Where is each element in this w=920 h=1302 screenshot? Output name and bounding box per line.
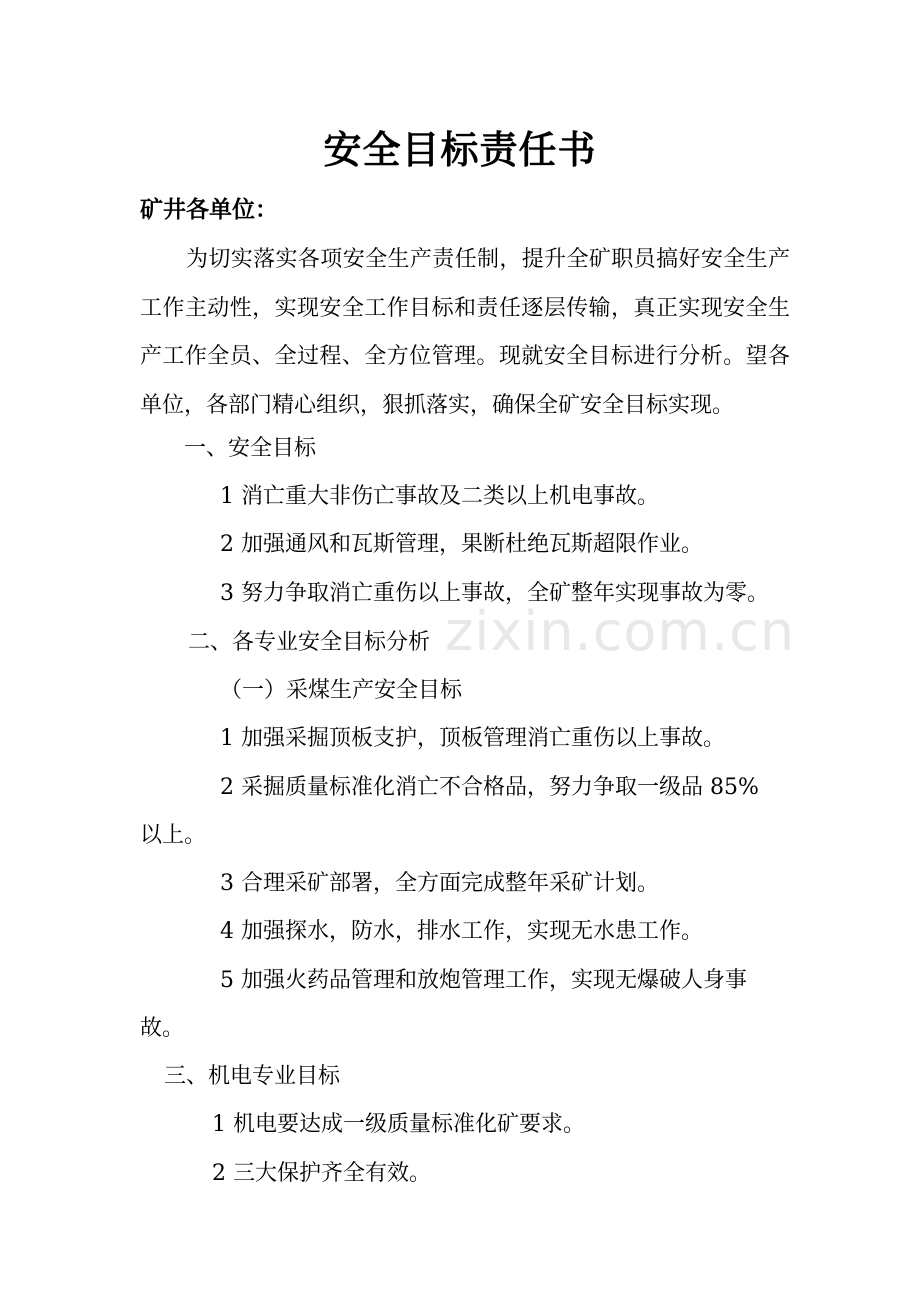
salutation: 矿井各单位： bbox=[140, 196, 278, 223]
list-item: 3 努力争取消亡重伤以上事故，全矿整年实现事故为零。 bbox=[220, 581, 769, 606]
list-item-continuation: 故。 bbox=[140, 1016, 185, 1041]
intro-paragraph: 为切实落实各项安全生产责任制，提升全矿职员搞好安全生产工作主动性，实现安全工作目标和责任逐层传输，真正实现安全生产工作全员、全过程、全方位管理。现就安全目标进行分析。望各单位，各部门精心组织，狠抓落实，确保全矿安全目标实现。 bbox=[140, 247, 790, 418]
list-item: 1 消亡重大非伤亡事故及二类以上机电事故。 bbox=[220, 484, 659, 509]
section-heading-professional-goals: 二、各专业安全目标分析 bbox=[188, 630, 431, 655]
section-heading-safety-goals: 一、安全目标 bbox=[184, 436, 317, 461]
watermark: zixin.com.cn bbox=[445, 600, 796, 663]
document-title: 安全目标责任书 bbox=[323, 127, 597, 172]
list-item: 5 加强火药品管理和放炮管理工作，实现无爆破人身事 bbox=[220, 968, 747, 993]
list-item: 1 加强采掘顶板支护，顶板管理消亡重伤以上事故。 bbox=[220, 726, 725, 751]
list-item: 2 加强通风和瓦斯管理，果断杜绝瓦斯超限作业。 bbox=[220, 532, 703, 557]
section-heading-electromechanical: 三、机电专业目标 bbox=[164, 1064, 341, 1089]
list-item-continuation: 以上。 bbox=[140, 823, 207, 848]
subsection-heading-coal-mining: （一）采煤生产安全目标 bbox=[220, 678, 463, 703]
list-item: 2 三大保护齐全有效。 bbox=[212, 1161, 431, 1186]
list-item: 1 机电要达成一级质量标准化矿要求。 bbox=[212, 1112, 585, 1137]
list-item: 2 采掘质量标准化消亡不合格品，努力争取一级品 85% bbox=[220, 775, 759, 800]
list-item: 4 加强探水，防水，排水工作，实现无水患工作。 bbox=[220, 919, 703, 944]
list-item: 3 合理采矿部署，全方面完成整年采矿计划。 bbox=[220, 871, 659, 896]
